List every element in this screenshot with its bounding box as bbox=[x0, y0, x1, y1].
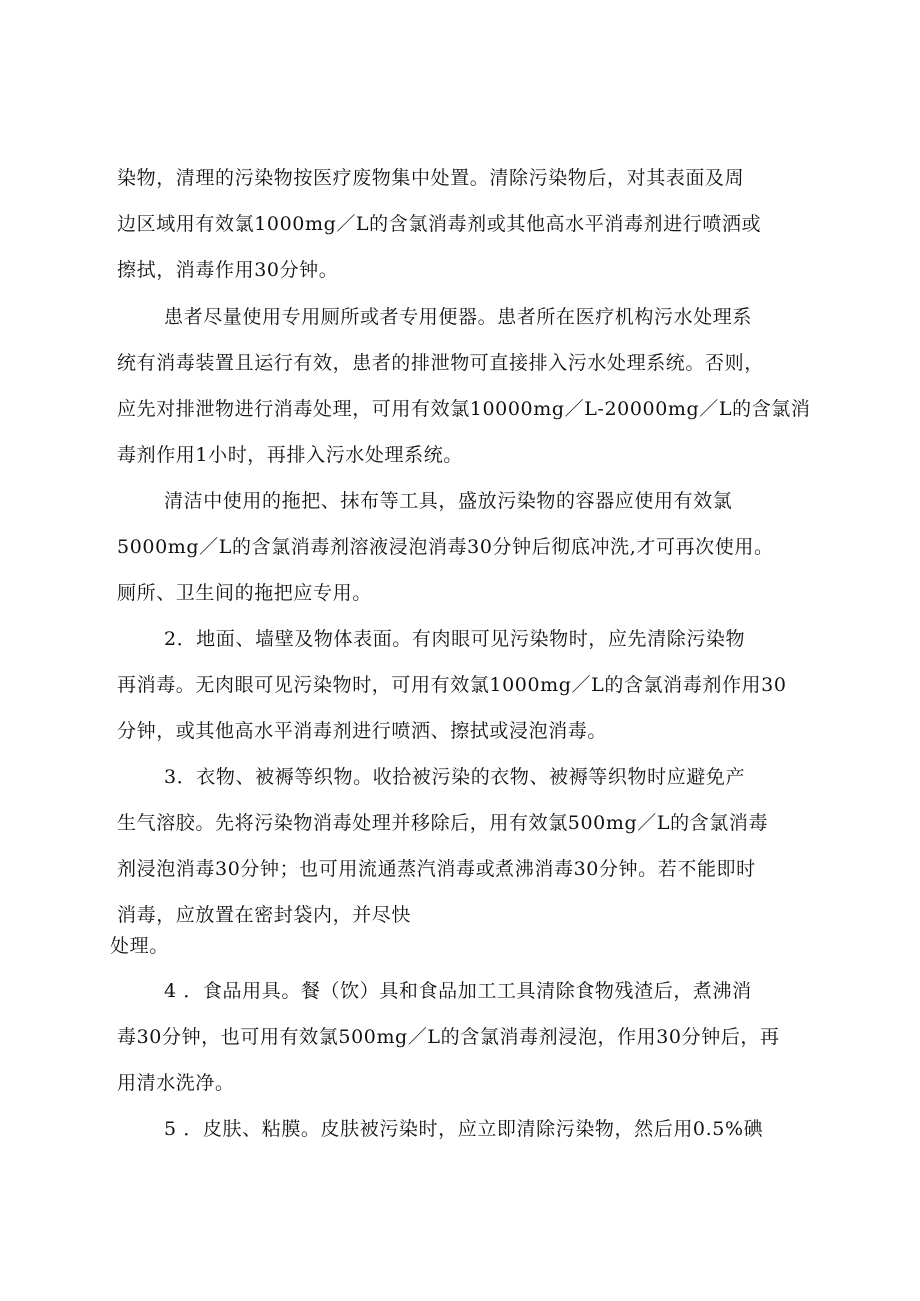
text-line: 染物，清理的污染物按医疗废物集中处置。清除污染物后，对其表面及周 bbox=[117, 167, 745, 189]
text-line: 用清水洗净。 bbox=[117, 1072, 235, 1094]
text-line: 5 ．皮肤、粘膜。皮肤被污染时，应立即清除污染物，然后用0.5%碘 bbox=[164, 1118, 764, 1140]
text-line: 分钟，或其他高水平消毒剂进行喷洒、擦拭或浸泡消毒。 bbox=[117, 720, 608, 742]
text-line: 3．衣物、被褥等织物。收拾被污染的衣物、被褥等织物时应避免产 bbox=[164, 766, 746, 788]
text-line: 应先对排泄物进行消毒处理，可用有效氯10000mg／L-20000mg／L的含氯消 bbox=[117, 398, 811, 420]
text-line: 剂浸泡消毒30分钟；也可用流通蒸汽消毒或煮沸消毒30分钟。若不能即时 bbox=[117, 858, 756, 880]
text-line: 厕所、卫生间的拖把应专用。 bbox=[117, 582, 372, 604]
text-line: 4 ．食品用具。餐（饮）具和食品加工工具清除食物残渣后，煮沸消 bbox=[164, 980, 752, 1002]
text-line: 擦拭，消毒作用30分钟。 bbox=[117, 259, 339, 281]
text-line: 边区域用有效氯1000mg／L的含氯消毒剂或其他高水平消毒剂进行喷洒或 bbox=[117, 213, 762, 235]
text-line: 5000mg／L的含氯消毒剂溶液浸泡消毒30分钟后彻底冲洗,才可再次使用。 bbox=[117, 536, 774, 558]
text-line: 毒30分钟，也可用有效氯500mg／L的含氯消毒剂浸泡，作用30分钟后，再 bbox=[117, 1026, 780, 1048]
text-line: 处理。 bbox=[110, 935, 169, 957]
text-line: 生气溶胶。先将污染物消毒处理并移除后，用有效氯500mg／L的含氯消毒 bbox=[117, 812, 769, 834]
text-line: 患者尽量使用专用厕所或者专用便器。患者所在医疗机构污水处理系 bbox=[164, 306, 753, 328]
text-line: 2．地面、墙壁及物体表面。有肉眼可见污染物时，应先清除污染物 bbox=[164, 628, 746, 650]
text-line: 消毒，应放置在密封袋内，并尽快 bbox=[117, 904, 412, 926]
text-line: 清洁中使用的拖把、抹布等工具，盛放污染物的容器应使用有效氯 bbox=[164, 490, 733, 512]
text-line: 再消毒。无肉眼可见污染物时，可用有效氯1000mg／L的含氯消毒剂作用30 bbox=[117, 674, 787, 696]
text-line: 毒剂作用1小时，再排入污水处理系统。 bbox=[117, 444, 463, 466]
text-line: 统有消毒装置且运行有效，患者的排泄物可直接排入污水处理系统。否则， bbox=[117, 352, 764, 374]
